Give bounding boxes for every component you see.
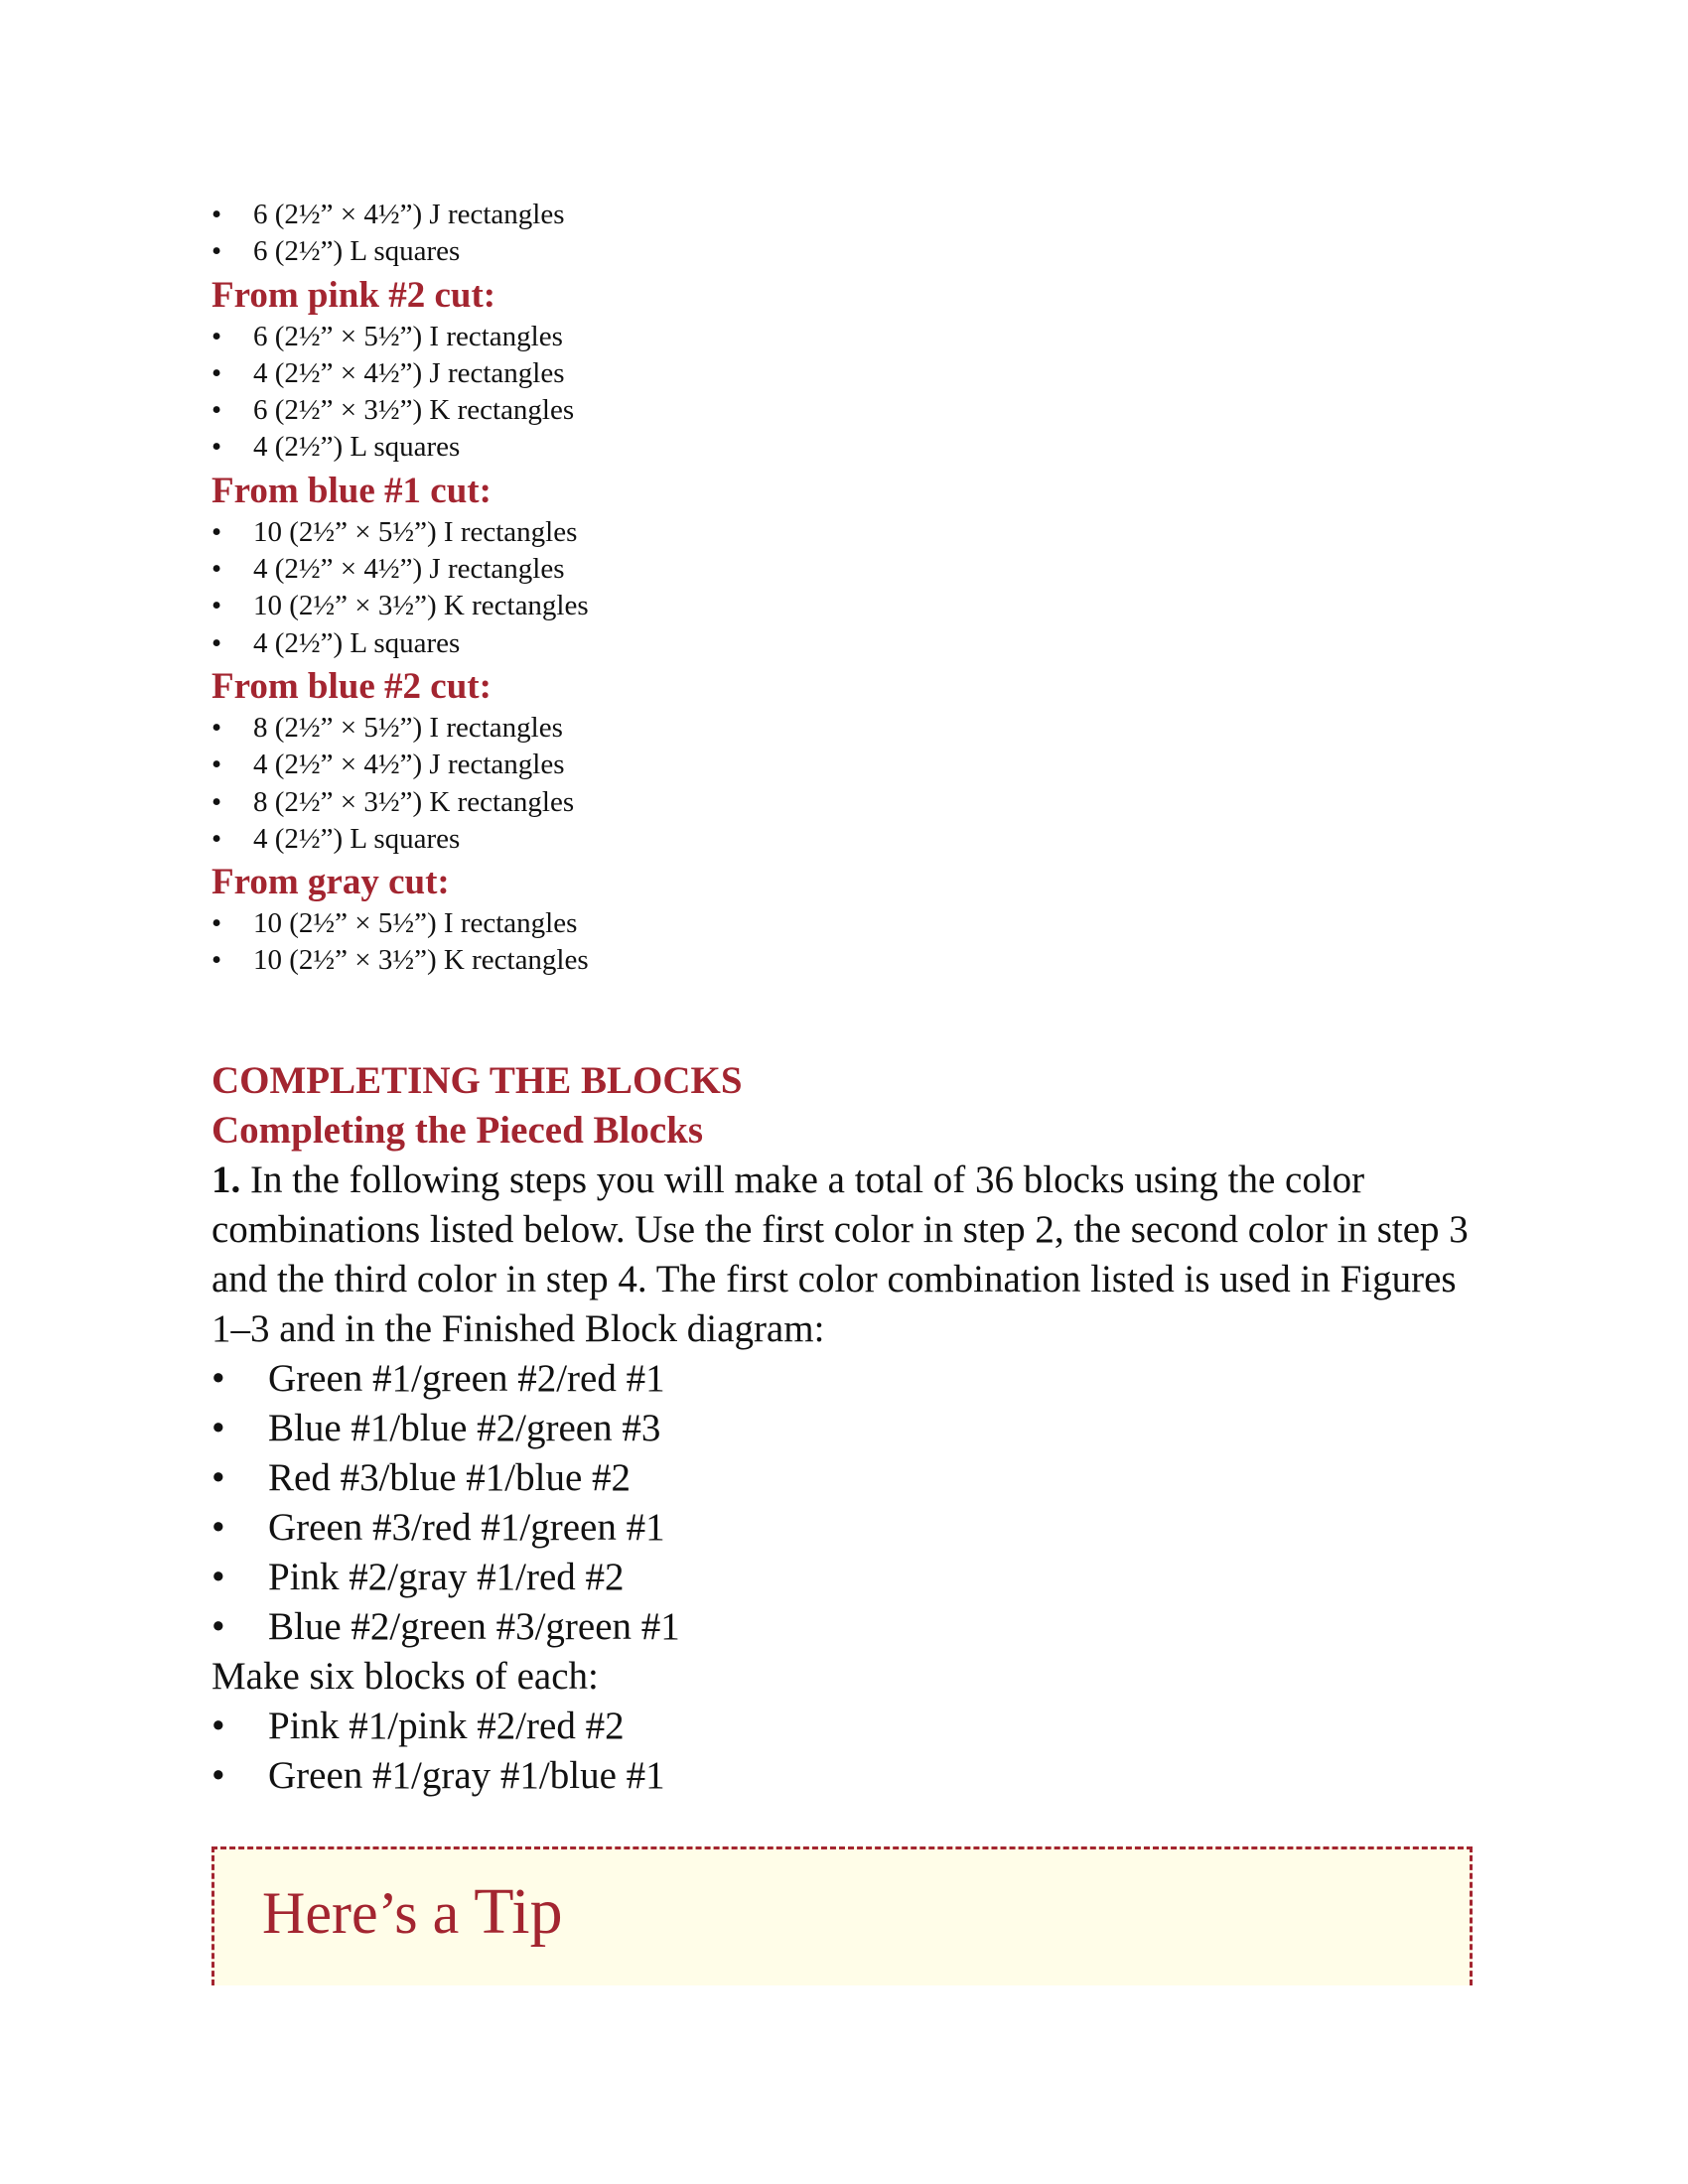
bullet: • — [211, 320, 222, 352]
list-item-text: Green #1/green #2/red #1 — [268, 1356, 665, 1400]
bullet: • — [211, 431, 222, 464]
cut-list-pink-2 — [211, 319, 1482, 467]
list-item — [211, 821, 1482, 858]
bullet: • — [211, 590, 222, 622]
bullet: • — [211, 515, 222, 548]
bullet: • — [211, 749, 222, 781]
tip-title-prefix: Here’s a — [262, 1880, 475, 1946]
list-item-text: 4 (2½”) L squares — [253, 626, 461, 659]
list-item — [211, 625, 1482, 662]
list-item — [211, 429, 1482, 466]
bullet: • — [211, 785, 222, 818]
section-title: COMPLETING THE BLOCKS — [211, 1058, 743, 1102]
list-item — [211, 355, 1482, 392]
bullet: • — [211, 553, 222, 586]
list-item — [211, 1751, 1482, 1801]
tip-title-emphasis: Tip — [474, 1875, 563, 1948]
bullet: • — [211, 235, 222, 268]
list-item — [211, 747, 1482, 783]
list-item-text: 6 (2½” × 3½”) K rectangles — [253, 394, 575, 427]
bullet: • — [211, 1406, 225, 1449]
list-item — [211, 942, 1482, 979]
list-item — [211, 1404, 1482, 1453]
list-item-text: Green #1/gray #1/blue #1 — [268, 1753, 665, 1797]
list-item — [211, 1702, 1482, 1751]
six-blocks-list — [211, 1702, 1482, 1801]
list-item-text: Green #3/red #1/green #1 — [268, 1505, 665, 1549]
tip-title — [262, 1877, 563, 1948]
list-item — [211, 905, 1482, 942]
bullet: • — [211, 907, 222, 940]
bullet: • — [211, 199, 222, 230]
list-item — [211, 588, 1482, 624]
list-item — [211, 1453, 1482, 1503]
list-item — [211, 392, 1482, 429]
bullet: • — [211, 1555, 225, 1598]
list-item — [211, 1503, 1482, 1553]
list-item-text: Blue #1/blue #2/green #3 — [268, 1406, 661, 1449]
list-item — [211, 233, 1482, 270]
cut-list-gray — [211, 905, 1482, 980]
list-item — [211, 197, 1482, 233]
bullet: • — [211, 1704, 225, 1747]
list-item — [211, 551, 1482, 588]
step-1-paragraph — [211, 1156, 1482, 1354]
list-item-text: 10 (2½” × 5½”) I rectangles — [253, 515, 578, 548]
list-item-text: Blue #2/green #3/green #1 — [268, 1604, 680, 1648]
bullet: • — [211, 944, 222, 977]
list-item-text: Red #3/blue #1/blue #2 — [268, 1455, 632, 1499]
bullet: • — [211, 711, 222, 744]
bullet: • — [211, 1753, 225, 1797]
cut-heading-blue-1: From blue #1 cut: — [211, 470, 492, 511]
list-item — [211, 514, 1482, 551]
bullet: • — [211, 1455, 225, 1499]
cut-list-continued — [211, 197, 1482, 271]
bullet: • — [211, 1505, 225, 1549]
list-item-text: 10 (2½” × 5½”) I rectangles — [253, 907, 578, 940]
color-combinations-list — [211, 1354, 1482, 1652]
bullet: • — [211, 356, 222, 389]
bullet: • — [211, 822, 222, 855]
step-number: 1. — [211, 1158, 241, 1201]
make-six-text: Make six blocks of each: — [211, 1654, 599, 1698]
list-item-text: 4 (2½”) L squares — [253, 431, 461, 464]
list-item — [211, 1553, 1482, 1602]
list-item — [211, 784, 1482, 821]
cut-list-blue-1 — [211, 514, 1482, 662]
list-item-text: Pink #2/gray #1/red #2 — [268, 1555, 625, 1598]
sub-title: Completing the Pieced Blocks — [211, 1108, 704, 1152]
list-item-text: 4 (2½” × 4½”) J rectangles — [253, 356, 565, 389]
list-item — [211, 319, 1482, 355]
list-item — [211, 710, 1482, 747]
tip-box — [211, 1846, 1473, 1985]
list-item-text: 8 (2½” × 5½”) I rectangles — [253, 711, 563, 744]
cut-list-blue-2 — [211, 710, 1482, 858]
bullet: • — [211, 394, 222, 427]
list-item-text: 6 (2½” × 4½”) J rectangles — [253, 199, 565, 230]
cut-heading-pink-2: From pink #2 cut: — [211, 274, 496, 316]
bullet: • — [211, 1356, 225, 1400]
list-item-text: 10 (2½” × 3½”) K rectangles — [253, 590, 589, 622]
bullet: • — [211, 626, 222, 659]
list-item-text: 10 (2½” × 3½”) K rectangles — [253, 944, 589, 977]
list-item-text: 6 (2½”) L squares — [253, 235, 461, 268]
cut-heading-gray: From gray cut: — [211, 862, 450, 903]
list-item-text: 4 (2½” × 4½”) J rectangles — [253, 553, 565, 586]
list-item — [211, 1354, 1482, 1404]
list-item-text: 4 (2½”) L squares — [253, 822, 461, 855]
list-item-text: 8 (2½” × 3½”) K rectangles — [253, 785, 575, 818]
bullet: • — [211, 1604, 225, 1648]
list-item-text: 4 (2½” × 4½”) J rectangles — [253, 749, 565, 781]
step-text: In the following steps you will make a total of 36 blocks using the color combinations listed below. Use the first color in step 2, the second color in step 3 and the third color in step 4. The first color combination listed is used in Figures 1–3 and in the Finished Block diagram: — [211, 1158, 1469, 1350]
list-item-text: 6 (2½” × 5½”) I rectangles — [253, 320, 563, 352]
list-item-text: Pink #1/pink #2/red #2 — [268, 1704, 625, 1747]
cut-heading-blue-2: From blue #2 cut: — [211, 665, 492, 707]
list-item — [211, 1602, 1482, 1652]
page-content — [211, 197, 1482, 1801]
